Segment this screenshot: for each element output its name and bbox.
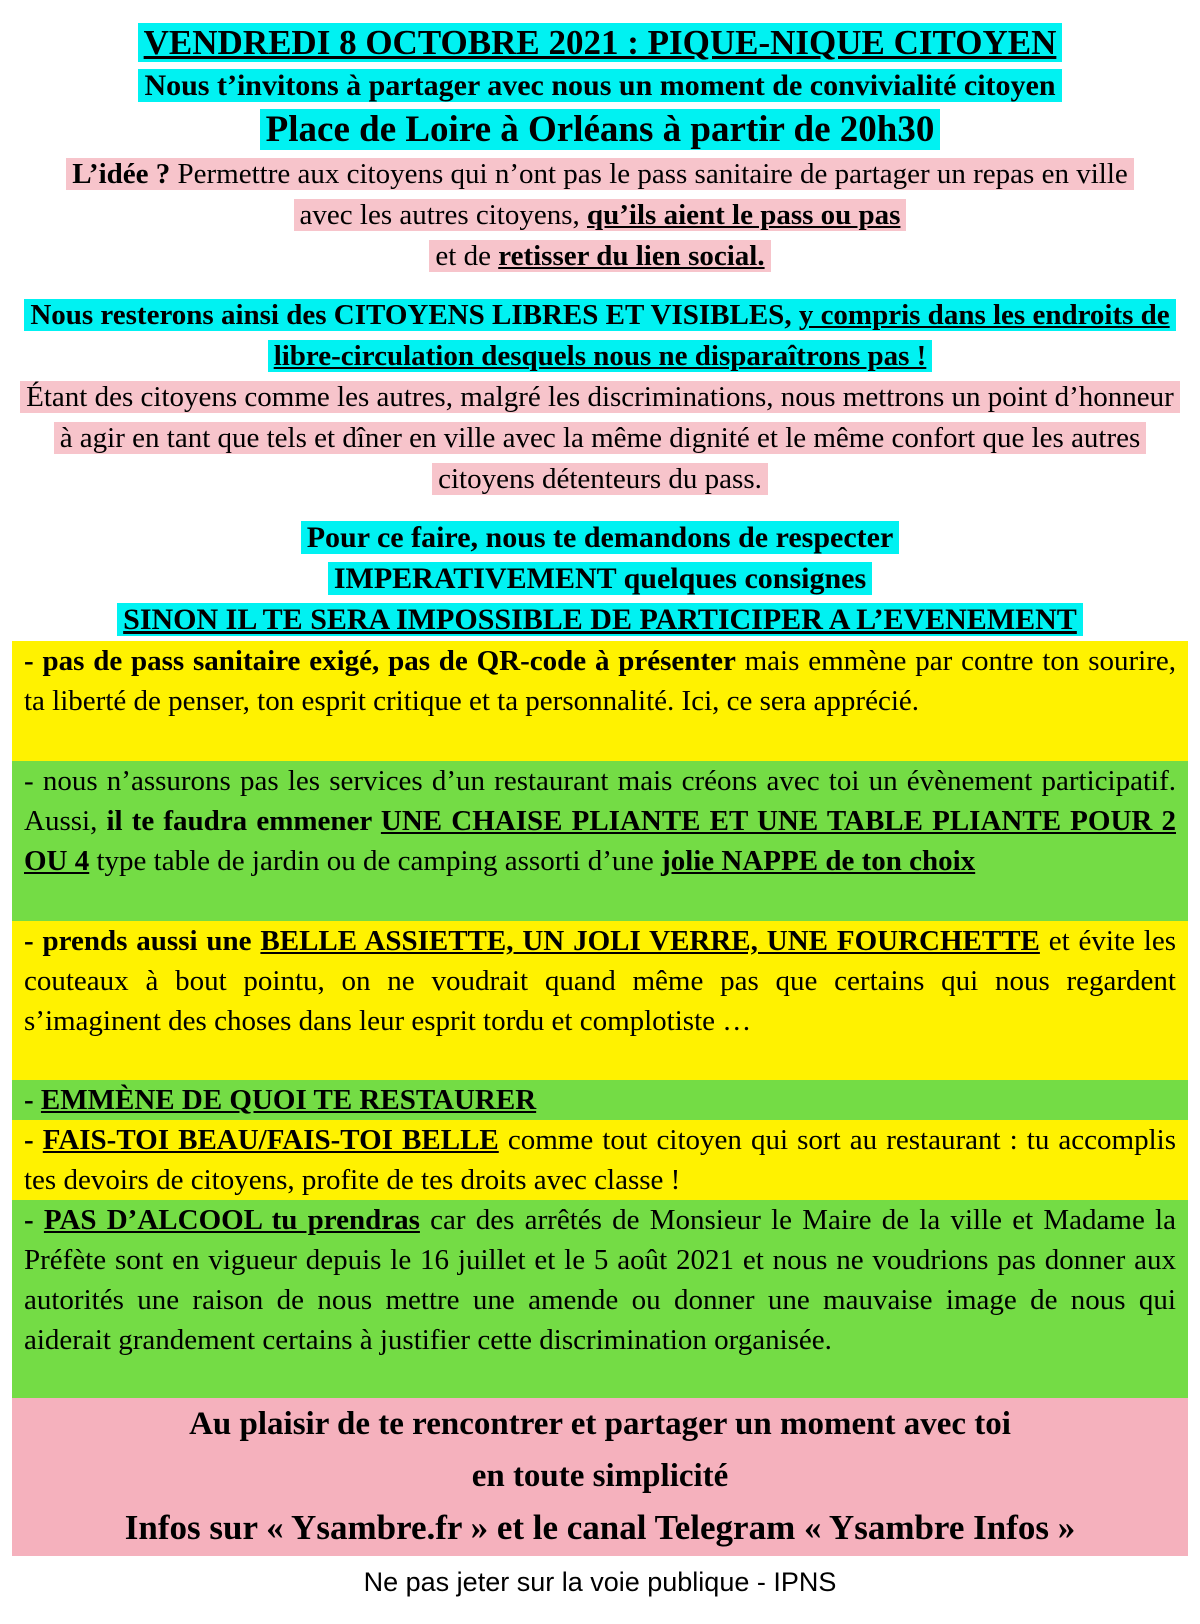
idea-label: L’idée ?: [72, 158, 171, 190]
rule-furniture-emphasis-2: jolie NAPPE de ton choix: [661, 845, 976, 877]
instructions-warning: SINON IL TE SERA IMPOSSIBLE DE PARTICIPER A L’EVENEMENT: [117, 603, 1083, 636]
idea-paragraph: [40, 154, 1160, 277]
closing-block: [12, 1398, 1188, 1556]
citizens-paragraph: [14, 295, 1186, 500]
rule-no-pass: [12, 641, 1188, 761]
rule-furniture-bold: il te faudra emmener: [106, 805, 381, 837]
location-line: [0, 106, 1200, 154]
rule-furniture-text-2: type table de jardin ou de camping assorti d’une: [89, 845, 662, 877]
rule-tableware-emphasis: BELLE ASSIETTE, UN JOLI VERRE, UNE FOURCHETTE: [260, 925, 1040, 957]
instructions-line-1: Pour ce faire, nous te demandons de respecter: [301, 521, 900, 554]
rule-alcohol: [12, 1200, 1188, 1398]
rule-food-dash: -: [24, 1084, 41, 1116]
idea-text-2: et de: [435, 240, 499, 272]
event-title-text: VENDREDI 8 OCTOBRE 2021 : PIQUE-NIQUE CITOYEN: [138, 23, 1063, 62]
rule-dress-emphasis: FAIS-TOI BEAU/FAIS-TOI BELLE: [42, 1124, 499, 1156]
idea-emphasis-2: retisser du lien social.: [498, 240, 765, 272]
rule-food-emphasis: EMMÈNE DE QUOI TE RESTAURER: [40, 1084, 537, 1116]
rule-tableware-text: et évite les couteaux à bout pointu, on ne voudrait quand même pas que certains qui nous regardent s’imaginent des choses dans leur esprit tordu et complotiste …: [24, 925, 1176, 1037]
closing-line-1: Au plaisir de te rencontrer et partager un moment avec toi: [189, 1406, 1011, 1442]
location-text: Place de Loire à Orléans à partir de 20h30: [260, 109, 941, 150]
event-title: [0, 20, 1200, 66]
rule-furniture-emphasis: UNE CHAISE PLIANTE ET UNE TABLE PLIANTE POUR 2 OU 4: [24, 805, 1176, 877]
rule-furniture-text: - nous n’assurons pas les services d’un restaurant mais créons avec toi un évènement participatif. Aussi,: [24, 765, 1176, 837]
citizens-bold: Nous resterons ainsi des CITOYENS LIBRES ET VISIBLES,: [30, 299, 799, 331]
rule-no-pass-text: mais emmène par contre ton sourire, ta liberté de penser, ton esprit critique et ta personnalité. Ici, ce sera apprécié.: [24, 645, 1176, 717]
rule-alcohol-emphasis: PAS D’ALCOOL tu prendras: [43, 1204, 420, 1236]
rule-food: [12, 1080, 1188, 1120]
rule-no-pass-bold: - pas de pass sanitaire exigé, pas de QR-code à présenter: [24, 645, 736, 677]
footer-note: Ne pas jeter sur la voie publique - IPNS: [363, 1567, 837, 1597]
citizens-text: Étant des citoyens comme les autres, malgré les discriminations, nous mettrons un point d’honneur à agir en tant que tels et dîner en ville avec la même dignité et le même confort que les autres citoyens détenteurs du pass.: [20, 381, 1180, 495]
rule-alcohol-text: car des arrêtés de Monsieur le Maire de la ville et Madame la Préfète sont en vigueur depuis le 16 juillet et le 5 août 2021 et nous ne voudrions pas donner aux autorités une raison de nous mettre une amende ou donner une mauvaise image de nous qui aiderait grandement certains à justifier cette discrimination organisée.: [24, 1204, 1176, 1356]
citizens-underlined: y compris dans les endroits de libre-circulation desquels nous ne disparaîtrons pas !: [273, 299, 1170, 372]
invitation-line: [0, 66, 1200, 106]
rule-dress-text: comme tout citoyen qui sort au restaurant : tu accomplis tes devoirs de citoyens, profite de tes droits avec classe !: [24, 1124, 1176, 1196]
invitation-text: Nous t’invitons à partager avec nous un moment de convivialité citoyen: [138, 69, 1061, 102]
instructions-line-2: IMPERATIVEMENT quelques consignes: [328, 562, 872, 595]
closing-info: Infos sur « Ysambre.fr » et le canal Telegram « Ysambre Infos »: [124, 1508, 1076, 1547]
rule-dress-dash: -: [24, 1124, 43, 1156]
closing-line-2: en toute simplicité: [471, 1458, 729, 1494]
rule-alcohol-dash: -: [24, 1204, 44, 1236]
idea-emphasis: qu’ils aient le pass ou pas: [587, 199, 901, 231]
rule-furniture: [12, 761, 1188, 921]
rule-tableware: [12, 921, 1188, 1080]
rule-tableware-bold: - prends aussi une: [24, 925, 261, 957]
instructions-heading: [0, 517, 1200, 640]
idea-text: Permettre aux citoyens qui n’ont pas le pass sanitaire de partager un repas en ville avec les autres citoyens,: [170, 158, 1128, 231]
rule-dress: [12, 1120, 1188, 1200]
